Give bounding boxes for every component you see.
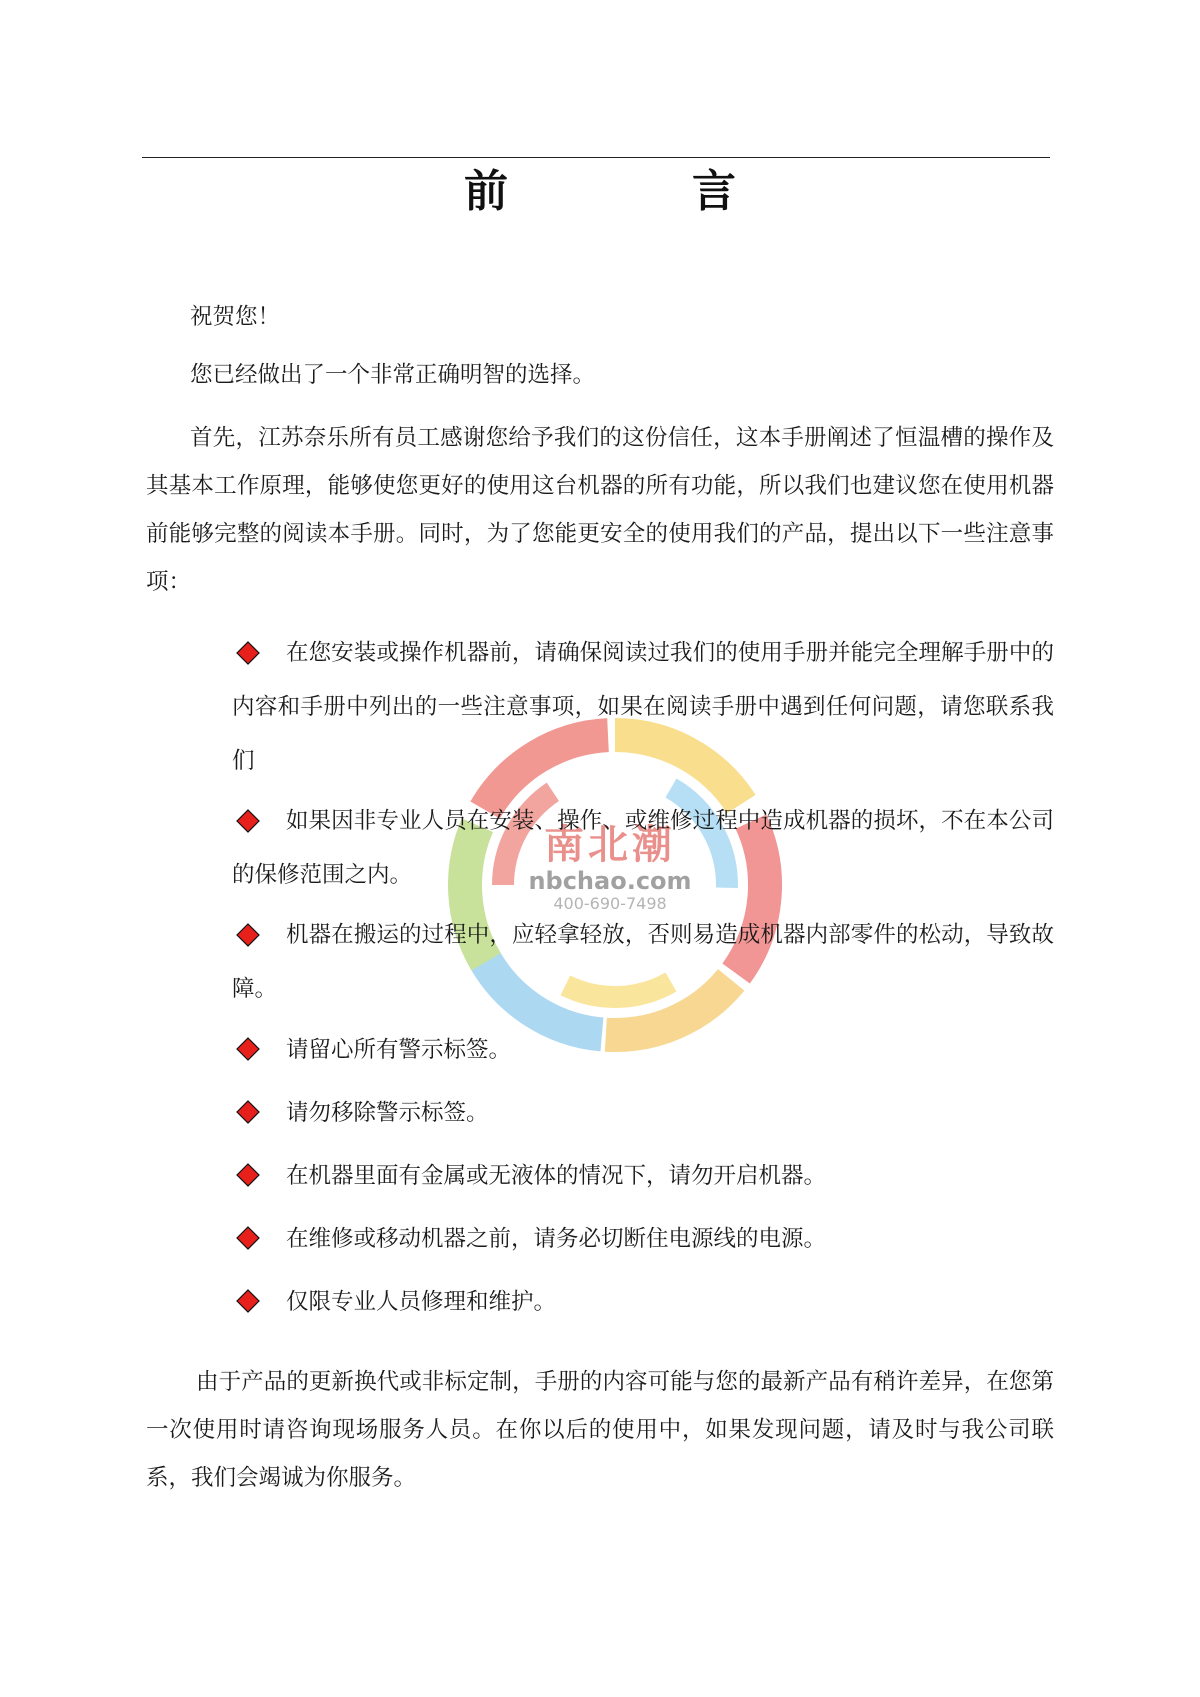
closing-paragraph: 由于产品的更新换代或非标定制，手册的内容可能与您的最新产品有稍许差异，在您第一次使用时请咨询现场服务人员。在你以后的使用中，如果发现问题，请及时与我公司联系，我们会竭诚为你服务。 [146,1369,1054,1491]
red-diamond-icon [236,641,260,665]
red-diamond-icon [236,1289,260,1313]
red-diamond-icon [236,923,260,947]
list-item [232,1274,1054,1330]
red-diamond-icon [236,1100,260,1124]
list-item [232,626,1054,788]
list-item [232,1148,1054,1204]
list-item-text: 如果因非专业人员在安装、操作、或维修过程中造成机器的损坏，不在本公司的保修范围之内。 [232,808,1054,888]
list-item [232,794,1054,902]
greeting-text: 祝贺您！ [190,304,281,330]
intro-text: 您已经做出了一个非常正确明智的选择。 [190,362,596,388]
list-item-text: 在维修或移动机器之前，请务必切断住电源线的电源。 [286,1226,827,1252]
list-item [232,1085,1054,1141]
list-item-text: 请留心所有警示标签。 [286,1037,512,1063]
red-diamond-icon [236,1226,260,1250]
red-diamond-icon [236,1163,260,1187]
header-rule [142,157,1050,158]
red-diamond-icon [236,1037,260,1061]
list-item-text: 机器在搬运的过程中，应轻拿轻放，否则易造成机器内部零件的松动，导致故障。 [232,922,1054,1002]
list-item [232,908,1054,1016]
red-diamond-icon [236,809,260,833]
list-item [232,1022,1054,1078]
list-item-text: 在机器里面有金属或无液体的情况下，请勿开启机器。 [286,1163,827,1189]
list-item-text: 仅限专业人员修理和维护。 [286,1289,557,1315]
watermark-phone: 400-690-7498 [553,894,667,913]
list-item-text: 在您安装或操作机器前，请确保阅读过我们的使用手册并能完全理解手册中的内容和手册中列出的一些注意事项，如果在阅读手册中遇到任何问题，请您联系我们 [232,640,1054,774]
body-paragraph: 首先，江苏奈乐所有员工感谢您给予我们的这份信任，这本手册阐述了恒温槽的操作及其基本工作原理，能够使您更好的使用这台机器的所有功能，所以我们也建议您在使用机器前能够完整的阅读本手册。同时，为了您能更安全的使用我们的产品，提出以下一些注意事项： [146,425,1054,595]
watermark-name: 南北潮 [544,822,676,868]
page-title: 前 言 [464,166,806,217]
list-item-text: 请勿移除警示标签。 [286,1100,489,1126]
watermark-site: nbchao.com [528,867,692,895]
precautions-list [232,626,1054,1337]
list-item [232,1211,1054,1267]
